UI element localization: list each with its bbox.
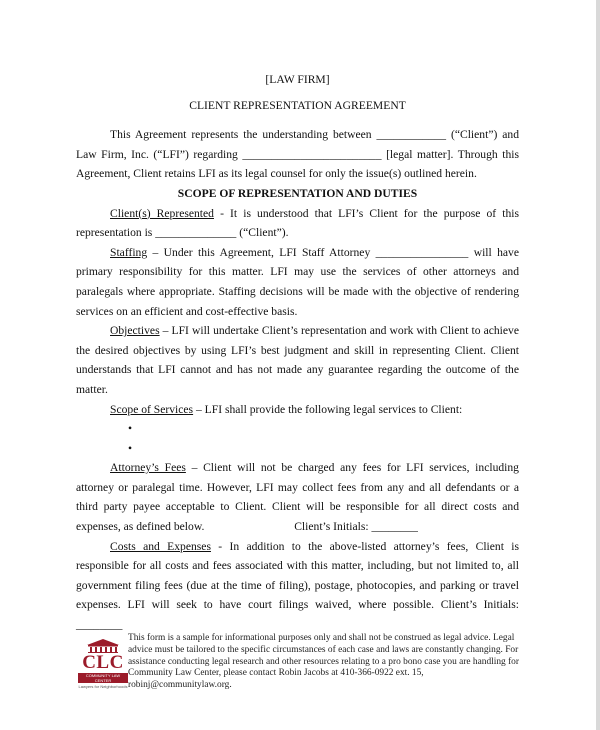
attorneys-fees-label: Attorney’s Fees xyxy=(110,461,186,475)
intro-paragraph: This Agreement represents the understanding between ____________ (“Client”) and Law Firm, Inc. (“LFI”) regarding ________________________ [legal matter]. Through this Agreement, Client retains LFI as its legal counsel for only the issue(s) outlined herein. xyxy=(76,128,519,181)
logo-band: COMMUNITY LAW CENTER xyxy=(78,673,128,683)
footer-notice: This form is a sample for informational purposes only and shall not be construed as legal advice. Legal advice must be tailored to the specific circumstances of each case and laws are constantly changing. For assistance conducting legal research and other resources relating to a pro bono case you are handling for Community Law Center, please contact Robin Jacobs at 410-366-0922 ext. 15, robinj@communitylaw.org. xyxy=(128,633,519,691)
firm-name: [LAW FIRM] xyxy=(265,73,330,86)
attorneys-fees-paragraph xyxy=(76,458,522,536)
objectives-text: – LFI will undertake Client’s representation and work with Client to achieve the desired objectives by using LFI’s best judgment and skill in representing Client. Client understands that LFI cannot and has not made any guarantee regarding the outcome of the matter. xyxy=(76,324,519,396)
scope-of-services-label: Scope of Services xyxy=(110,402,194,416)
objectives-label: Objectives xyxy=(110,324,160,338)
scrollbar-track[interactable] xyxy=(596,0,600,730)
objectives-paragraph xyxy=(76,321,519,399)
clc-logo xyxy=(78,639,128,691)
scope-of-services-paragraph xyxy=(76,400,519,420)
list-item xyxy=(128,419,519,439)
staffing-text: – Under this Agreement, LFI Staff Attorney ________________ will have primary responsibility for this matter. LFI may use the services of other attorneys and paralegals where appropriate. Staffing decisions will be made with the objective of rendering services on an efficient and cost-effective basis. xyxy=(76,245,519,318)
logo-letters: CLC xyxy=(82,652,124,673)
costs-expenses-label: Costs and Expenses xyxy=(110,539,211,553)
staffing-label: Staffing xyxy=(110,245,148,259)
list-item xyxy=(128,439,519,459)
logo-tagline: Lawyers for Neighborhoods xyxy=(78,684,128,689)
agreement-body xyxy=(76,70,522,635)
clients-represented-label: Client(s) Represented xyxy=(110,206,214,220)
clients-represented-paragraph xyxy=(76,204,519,243)
building-icon xyxy=(85,639,121,653)
staffing-paragraph xyxy=(76,243,519,321)
footer xyxy=(78,633,523,691)
services-list xyxy=(76,419,519,458)
clients-represented-text: - It is understood that LFI’s Client for the purpose of this representation is ______________ (“Client”). xyxy=(76,206,520,240)
costs-expenses-text: - In addition to the above-listed attorney’s fees, Client is responsible for all costs and fees associated with this matter, including, but not limited to, all government filing fees (due at the time of filing), postage, photocopies, and parking or travel expenses. LFI will seek to have court filings waived, where possible. Client’s Initials: ________ xyxy=(76,539,519,632)
document-title: CLIENT REPRESENTATION AGREEMENT xyxy=(189,98,406,112)
attorneys-fees-text: – Client will not be charged any fees for LFI services, including attorney or paralegal time. However, LFI may collect fees from any and all defendants or a third party payee acceptable to Client. Client will be responsible for all direct costs and expenses, as defined below. Client’s Initials: ________ xyxy=(76,461,522,534)
scope-of-services-text: – LFI shall provide the following legal services to Client: xyxy=(193,402,463,416)
costs-expenses-paragraph xyxy=(76,537,519,635)
scope-heading: SCOPE OF REPRESENTATION AND DUTIES xyxy=(177,186,418,200)
